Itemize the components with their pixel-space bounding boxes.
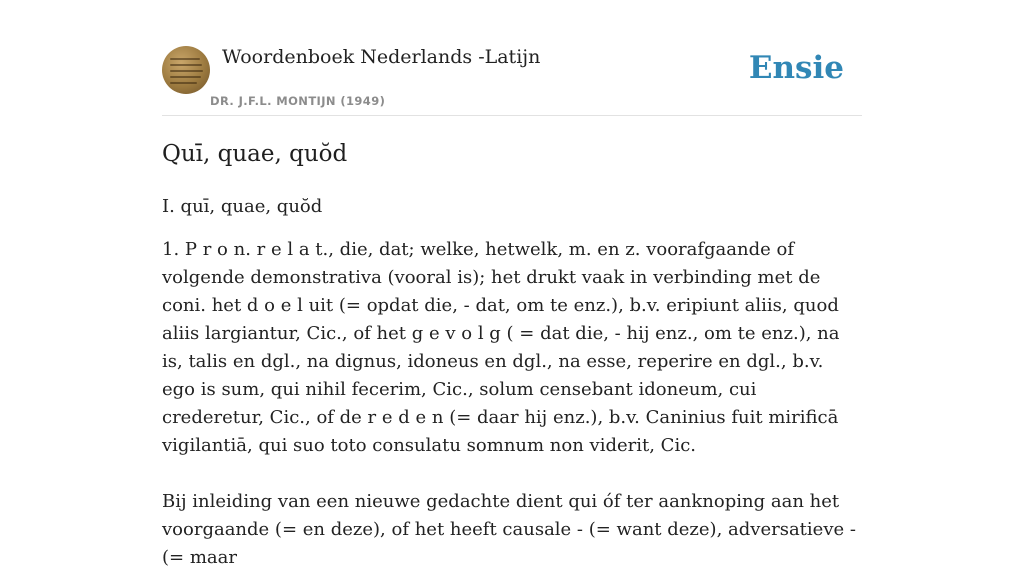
header-divider	[162, 115, 862, 116]
book-cover-logo[interactable]	[162, 46, 210, 94]
entry-content	[162, 138, 862, 572]
book-title[interactable]: Woordenboek Nederlands -Latijn	[222, 46, 541, 68]
entry-paragraph: Bij inleiding van een nieuwe gedachte dient qui óf ter aanknoping aan het voorgaande (= en deze), of het heeft causale - (= want deze), adversatieve - (= maar	[162, 491, 856, 568]
book-author: DR. J.F.L. MONTIJN (1949)	[210, 94, 386, 108]
entry-paragraph: 1. P r o n. r e l a t., die, dat; welke, hetwelk, m. en z. voorafgaande of volgende demonstrativa (vooral is); het drukt vaak in verbinding met de coni. het d o e l uit (= opdat die, - dat, om te enz.), b.v. eripiunt aliis, quod aliis largiantur, Cic., of het g e v o l g ( = dat die, - hij enz., om te enz.), na is, talis en dgl., na dignus, idoneus en dgl., na esse, reperire en dgl., b.v. ego is sum, qui nihil fecerim, Cic., solum censebant idoneum, cui crederetur, Cic., of de r e d e n (= daar hij enz.), b.v. Caninius fuit mirificā vigilantiā, qui suo toto consulatu somnum non viderit, Cic.	[162, 239, 840, 456]
header	[162, 46, 862, 116]
entry-title: Quī, quae, quŏd	[162, 141, 348, 167]
entry-subtitle: I. quī, quae, quŏd	[162, 196, 323, 217]
ensie-logo[interactable]: Ensie	[748, 50, 844, 86]
